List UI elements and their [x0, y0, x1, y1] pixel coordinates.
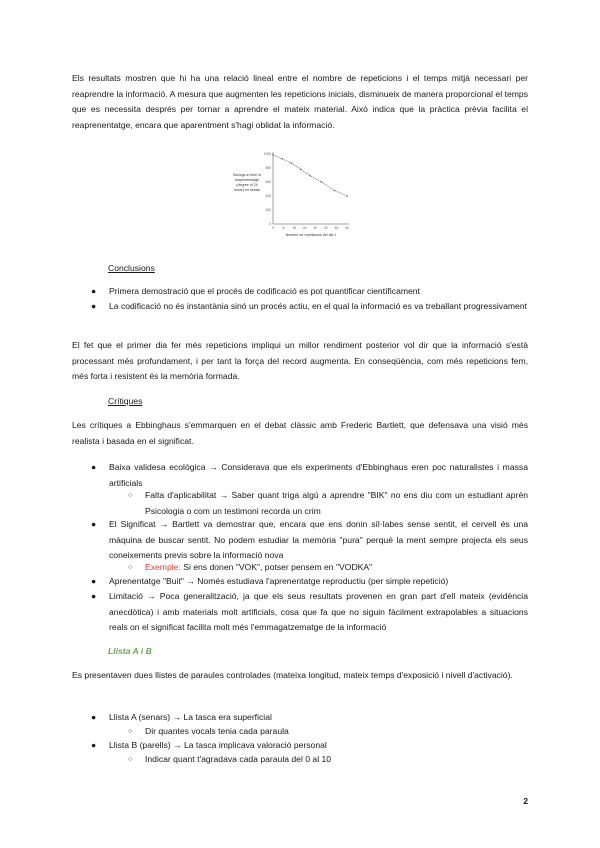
y-tick-label: 200 [265, 208, 271, 212]
list-item-text: Limitació → Poca generalització, ja que els seus resultats provenen en gran part d'ell mateix (evidència anecdòtica) i amb materials molt artificials, cosa que fa que no siguin fàcilment extrapolables a situacions reals on el significat facilita molt més l'emmagatzematge de la informació [109, 591, 528, 632]
y-label-line: reaprenentatge [234, 178, 260, 182]
example-label: Exemple: [145, 562, 181, 572]
list-item [91, 299, 528, 315]
example-text: Si ens donen "VOK", potser pensem en "VODKA" [180, 562, 373, 572]
bullet-icon: ● [91, 462, 97, 472]
bullet-icon: ● [91, 286, 97, 296]
x-tick-label: 53 [334, 226, 339, 230]
conclusions-heading: Conclusions [108, 263, 155, 273]
data-point [346, 195, 348, 197]
list-item-text: La codificació no és instantània sinó un procés actiu, en el qual la informació es va treballant progressivament [109, 301, 527, 311]
y-label-line: Savings in time of [232, 173, 262, 177]
page-number: 2 [523, 796, 528, 806]
critiques-heading: Crítiques [108, 396, 143, 406]
circle-bullet-icon: ○ [128, 728, 133, 735]
list-item [91, 589, 528, 636]
list-item [91, 284, 528, 300]
x-tick-label: 32 [313, 226, 318, 230]
conclusions-paragraph: El fet que el primer dia fer més repeticions impliqui un millor rendiment posterior vol dir que la informació s'està processant més profundament, i per tant la força del record augmenta. En conseqüència, com més repeticions fem, més forta i resistent és la memòria formada. [72, 340, 528, 381]
bullet-icon: ● [91, 301, 97, 311]
circle-bullet-icon: ○ [128, 756, 133, 763]
list-item-text: Llista A (senars) → La tasca era superficial [109, 712, 272, 722]
y-label-line: (degree of 24 [236, 183, 258, 187]
y-label-line: hours) en sessió [233, 188, 261, 192]
list-item-text: Primera demostració que el procés de codificació es pot quantificar científicament [109, 286, 420, 296]
list-item [91, 574, 528, 590]
list-item [91, 460, 528, 491]
list-item-text: Indicar quant t'agradava cada paraula del 0 al 10 [145, 754, 332, 764]
x-tick-label: 64 [345, 226, 349, 230]
y-tick-label: 1000 [263, 152, 271, 156]
bullet-icon: ● [91, 712, 97, 722]
data-point [281, 158, 283, 160]
data-point [309, 175, 311, 177]
y-tick-label: 400 [265, 194, 271, 198]
list-item-text: Llista B (parells) → La tasca implicava valoració personal [109, 740, 327, 750]
results-paragraph: Els resultats mostren que hi ha una relació lineal entre el nombre de repeticions i el temps mitjà necessari per reaprendre la informació. A mesura que augmenten les repeticions inicials, disminueix de manera proporcional el temps que es necessita després per tornar a aprendre el mateix material. Això indica que la pràctica prèvia facilita el reaprenentatge, encara que aparentment s'hagi oblidat la informació. [72, 73, 528, 130]
list-item [91, 517, 528, 564]
sub-list-item [128, 752, 528, 768]
list-item-text: Falta d'aplicabilitat → Saber quant triga algú a aprendre "BIK" no ens diu com un estudiant aprèn Psicologia o com un testimoni recorda un crim [145, 490, 528, 516]
y-tick-label: 800 [265, 166, 271, 170]
critiques-intro: Les crítiques a Ebbinghaus s'emmarquen en el debat clàssic amb Frederic Bartlett, que defensava una visió més realista i basada en el significat. [72, 420, 528, 446]
data-point [321, 181, 323, 183]
list-item-text: El Significat → Bartlett va demostrar que, encara que ens donin síl·labes sense sentit, el cervell és una màquina de buscar sentit. No podem estudiar la memòria "pura" perquè la ment sempre projecta els seus coneixements previs sobre la informació nova [109, 519, 528, 560]
x-tick-label: 0 [272, 226, 274, 230]
list-item-text: Dir quantes vocals tenia cada paraula [145, 726, 289, 736]
circle-bullet-icon: ○ [128, 564, 133, 571]
x-tick-label: 16 [292, 226, 296, 230]
circle-bullet-icon: ○ [128, 492, 133, 499]
bullet-icon: ● [91, 591, 97, 601]
data-point [333, 190, 335, 192]
list-item-text: Baixa validesa ecològica → Considerava que els experiments d'Ebbinghaus eren poc naturalistes i massa artificials [109, 462, 528, 488]
bullet-icon: ● [91, 576, 97, 586]
list-item-text: Aprenentatge "Buit" → Només estudiava l'aprenentatge reproductiu (per simple repetició) [109, 576, 449, 586]
savings-line-chart [229, 146, 357, 242]
x-axis-label: Nombre de repeticions del dia 1 [285, 233, 337, 237]
y-tick-label: 0 [269, 222, 271, 226]
sub-list-item [128, 488, 528, 519]
data-point [272, 154, 274, 156]
figure-y-axis-label [233, 173, 261, 192]
y-tick-label: 600 [265, 180, 271, 184]
x-tick-label: 8 [282, 226, 285, 230]
data-point [300, 169, 302, 171]
x-tick-label: 42 [324, 226, 328, 230]
lists-heading: Llista A i B [108, 646, 152, 656]
bullet-icon: ● [91, 740, 97, 750]
bullet-icon: ● [91, 519, 97, 529]
x-tick-label: 24 [302, 226, 307, 230]
data-point [291, 162, 293, 164]
lists-intro: Es presentaven dues llistes de paraules controlades (mateixa longitud, mateix temps d'exposició i nivell d'activació). [72, 670, 513, 680]
